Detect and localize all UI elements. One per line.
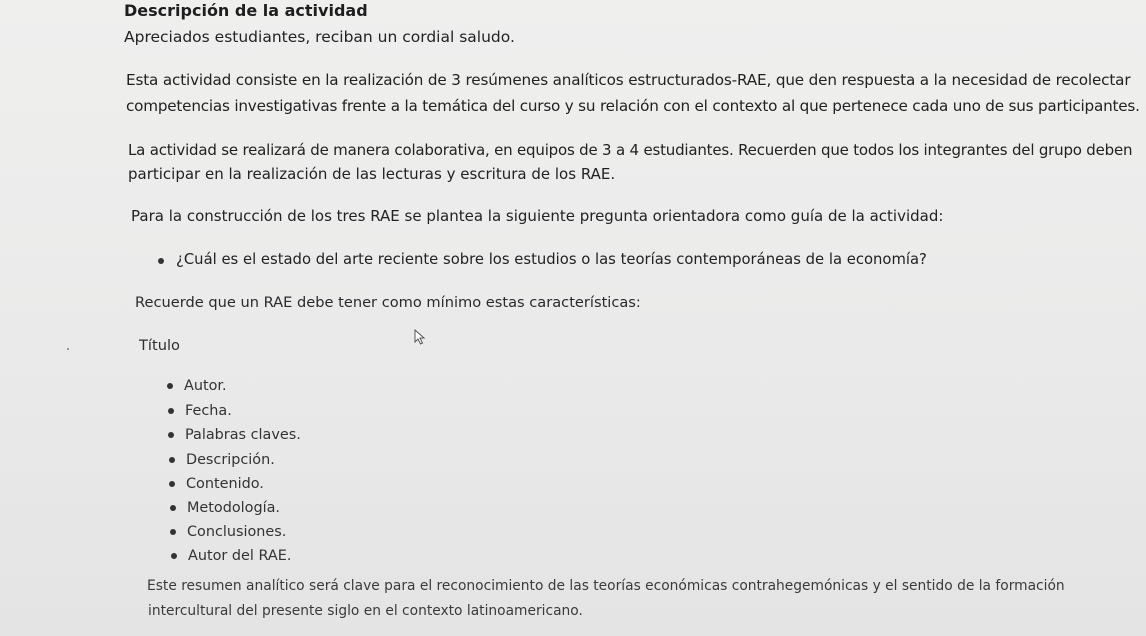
list-bullet-icon (171, 553, 177, 559)
margin-mark (67, 348, 69, 350)
list-bullet-icon (170, 529, 176, 535)
list-bullet-icon (169, 481, 175, 487)
list-item: Conclusiones. (187, 524, 287, 540)
list-bullet-icon (167, 383, 173, 389)
section-heading: Descripción de la actividad (124, 1, 368, 20)
list-item: Fecha. (185, 403, 232, 419)
paragraph-2-line-1: La actividad se realizará de manera colaborativa, en equipos de 3 a 4 estudiantes. Recuerden que todos los integrantes del grupo deben (128, 141, 1133, 159)
list-bullet-icon (168, 432, 174, 438)
closing-line-2: intercultural del presente siglo en el contexto latinoamericano. (148, 603, 583, 619)
title-label: Título (139, 337, 180, 354)
paragraph-1-line-1: Esta actividad consiste en la realización de 3 resúmenes analíticos estructurados-RAE, que den respuesta a la necesidad de recolectar (126, 71, 1131, 89)
paragraph-2-line-2: participar en la realización de las lecturas y escritura de los RAE. (128, 165, 616, 183)
list-item: Descripción. (186, 452, 275, 468)
list-item: Contenido. (186, 476, 264, 492)
list-item: Autor. (184, 378, 227, 394)
paragraph-3: Para la construcción de los tres RAE se plantea la siguiente pregunta orientadora como guía de la actividad: (131, 207, 944, 225)
list-bullet-icon (170, 505, 176, 511)
list-item: Metodología. (187, 500, 280, 516)
paragraph-4: Recuerde que un RAE debe tener como mínimo estas características: (135, 294, 641, 311)
greeting-text: Apreciados estudiantes, reciban un cordial saludo. (124, 28, 515, 46)
closing-line-1: Este resumen analítico será clave para el reconocimiento de las teorías económicas contrahegemónicas y el sentido de la formación (147, 578, 1065, 594)
list-bullet-icon (168, 408, 174, 414)
mouse-pointer-icon (414, 329, 426, 345)
question-bullet-icon (158, 258, 164, 264)
list-item: Palabras claves. (185, 427, 301, 443)
paragraph-1-line-2: competencias investigativas frente a la temática del curso y su relación con el contexto al que pertenece cada uno de sus participantes. (126, 97, 1140, 115)
guiding-question: ¿Cuál es el estado del arte reciente sobre los estudios o las teorías contemporáneas de la economía? (176, 251, 927, 268)
list-item: Autor del RAE. (188, 548, 292, 564)
list-bullet-icon (169, 457, 175, 463)
